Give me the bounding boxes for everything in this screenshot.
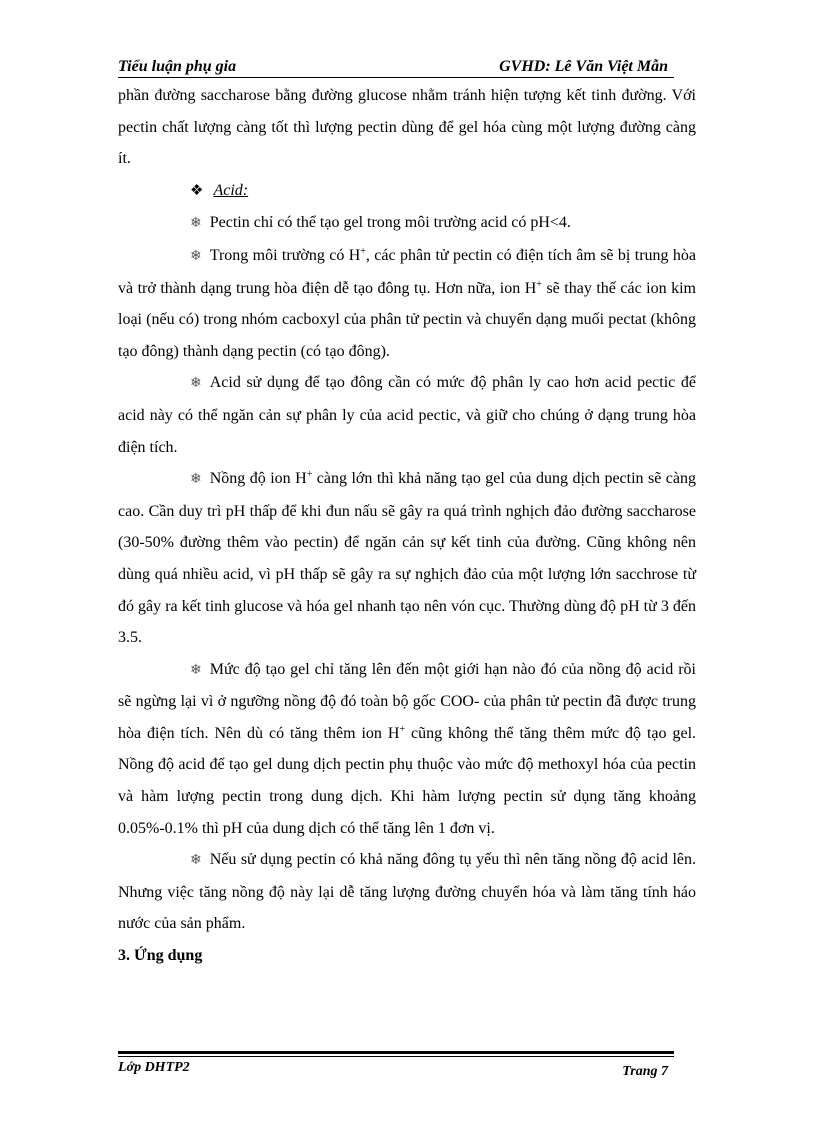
header-rule (118, 77, 674, 78)
footer-rule-thick (118, 1051, 674, 1054)
paragraph-intro: phần đường saccharose bằng đường glucose nhằm tránh hiện tượng kết tinh đường. Với pectin chất lượng càng tốt thì lượng pectin dùng để gel hóa cùng một lượng đường càng ít. (118, 87, 696, 168)
paragraph-text: , các phân tử pectin có điện tích âm sẽ bị trung hòa và trở thành dạng trung hòa điện dễ tạo đông tụ. Hơn nữa, ion H (118, 246, 697, 297)
paragraph-acid-usage (118, 367, 696, 463)
header-title: Tiểu luận phụ gia (118, 58, 237, 75)
superscript-plus: + (536, 278, 542, 290)
footer-page-number: Trang 7 (622, 1064, 668, 1079)
header-advisor: GVHD: Lê Văn Việt Mẫn (499, 58, 668, 75)
snowflake-bullet-icon: ❄ (190, 662, 202, 678)
superscript-plus: + (306, 469, 313, 481)
page-header (118, 56, 674, 78)
snowflake-bullet-icon: ❄ (190, 248, 202, 264)
superscript-plus: + (360, 245, 366, 257)
paragraph-text: Nếu sử dụng pectin có khả năng đông tụ yếu thì nên tăng nồng độ acid lên. Nhưng việc tăng nồng độ này lại dễ tăng lượng đường chuyển hóa và làm tăng tính háo nước của sản phẩm. (118, 851, 696, 933)
paragraph-text: Mức độ tạo gel chỉ tăng lên đến một giới hạn nào đó của nồng độ acid rồi sẽ ngừng lại vì ở ngưỡng nồng độ đó toàn bộ gốc COO- của phân tử pectin đã được trung hòa điện tích. Nên dù có tăng thêm ion H (118, 660, 696, 742)
paragraph-text: Nồng độ ion H (209, 470, 307, 488)
snowflake-bullet-icon: ❄ (190, 472, 202, 488)
acid-heading: Acid: (213, 181, 249, 199)
footer-class: Lớp DHTP2 (118, 1060, 190, 1075)
page-footer (118, 1060, 674, 1080)
snowflake-bullet-icon: ❄ (190, 216, 202, 232)
paragraph-text: cũng không thể tăng thêm mức độ tạo gel. Nồng độ acid để tạo gel dung dịch pectin phụ thuộc vào mức độ methoxyl hóa của pectin và hàm lượng pectin trong dung dịch. Khi hàm lượng pectin sử dụng tăng khoảng 0.05%-0.1% thì pH của dung dịch có thể tăng lên 1 đơn vị. (118, 724, 697, 837)
snowflake-bullet-icon: ❄ (190, 376, 202, 392)
paragraph-text: sẽ thay thế các ion kim loại (nếu có) trong nhóm cacboxyl của phân tử pectin và chuyển dạng muối pectat (không tạo đông) thành dạng pectin (có tạo đông). (118, 279, 696, 360)
paragraph-text: càng lớn thì khả năng tạo gel của dung dịch pectin sẽ càng cao. Cần duy trì pH thấp để khi đun nấu sẽ gây ra quá trình nghịch đảo đường saccharose (30-50% đường thêm vào pectin) để ngăn cản sự kết tinh của đường. Cũng không nên dùng quá nhiều acid, vì pH thấp sẽ gây ra sự nghịch đảo của một lượng lớn sacchrose từ đó gây ra kết tinh glucose và hóa gel nhanh tạo nên vón cục. Thường dùng độ pH từ 3 đến 3.5. (118, 470, 697, 647)
section-heading: 3. Ứng dụng (118, 947, 203, 965)
diamond-bullet-icon: ❖ (190, 182, 204, 199)
paragraph-weak-pectin (118, 844, 696, 940)
paragraph-h-ion (118, 240, 696, 367)
paragraph-gel-limit (118, 654, 696, 845)
document-body (118, 80, 696, 972)
paragraph-text: Trong môi trường có H (209, 246, 361, 264)
paragraph-ph-limit (118, 207, 696, 240)
paragraph-text: Acid sử dụng để tạo đông cần có mức độ phân ly cao hơn acid pectic để acid này có thể ngăn cản sự phân ly của acid pectic, và giữ cho chúng ở dạng trung hòa điện tích. (118, 374, 696, 456)
paragraph-text: Pectin chỉ có thể tạo gel trong môi trường acid có pH<4. (209, 214, 571, 232)
paragraph-h-concentration (118, 463, 696, 654)
acid-heading-line (118, 175, 696, 208)
snowflake-bullet-icon: ❄ (190, 853, 202, 869)
superscript-plus: + (399, 723, 406, 735)
footer-rule-thin (118, 1056, 674, 1057)
